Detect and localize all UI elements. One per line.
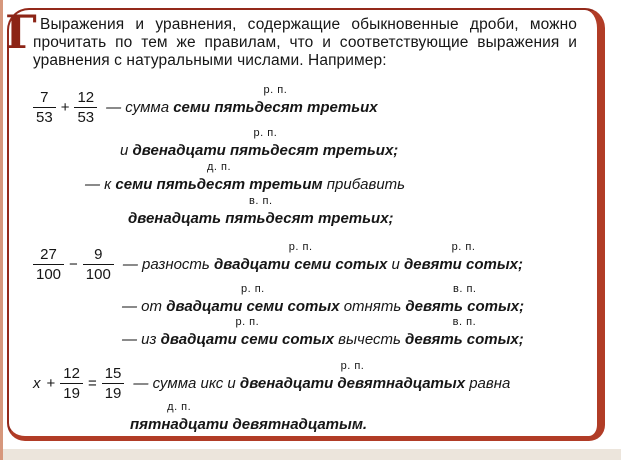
example-block bbox=[33, 84, 577, 227]
reading-words: — к bbox=[85, 176, 116, 193]
grammatical-case-label: р. п. bbox=[340, 360, 365, 372]
fraction-denominator: 100 bbox=[36, 266, 62, 283]
reading-line bbox=[85, 161, 577, 193]
reading-text bbox=[128, 195, 394, 227]
reading-text bbox=[85, 161, 406, 193]
fraction-words-emphasis: девять сотых; в. п. bbox=[405, 316, 524, 348]
page-content bbox=[9, 10, 591, 436]
fraction-words-emphasis: двенадцать пятьдесят третьих; в. п. bbox=[128, 195, 394, 227]
reading-text bbox=[120, 127, 399, 159]
fraction-words-emphasis: двенадцати девятнадцатых р. п. bbox=[239, 360, 466, 392]
reading-text bbox=[122, 283, 525, 315]
reading-words: — сумма bbox=[106, 99, 174, 116]
fraction-words-emphasis: двадцати семи сотых р. п. bbox=[213, 241, 388, 273]
grammatical-case-label: р. п. bbox=[263, 84, 288, 96]
reading-text bbox=[133, 360, 511, 392]
grammatical-case-label: д. п. bbox=[206, 161, 232, 173]
reading-words: — разность bbox=[122, 256, 214, 273]
fraction-numerator: 12 bbox=[60, 366, 83, 384]
reading-line bbox=[33, 241, 577, 283]
reading-words: равна bbox=[465, 375, 511, 392]
fraction-denominator: 53 bbox=[36, 109, 53, 126]
fraction bbox=[33, 247, 64, 282]
fraction-numerator: 9 bbox=[83, 247, 114, 265]
grammatical-case-label: р. п. bbox=[240, 283, 265, 295]
grammatical-case-label: в. п. bbox=[452, 316, 477, 328]
fraction bbox=[102, 366, 125, 401]
page-edge-strip bbox=[0, 0, 3, 460]
fraction-numerator: 27 bbox=[33, 247, 64, 265]
reading-words: вычесть bbox=[334, 331, 406, 348]
reading-words: отнять bbox=[339, 298, 406, 315]
reading-line bbox=[120, 127, 577, 159]
fraction bbox=[74, 90, 97, 125]
reading-words: и bbox=[387, 256, 405, 273]
fraction-words-emphasis: девятнадцатым. bbox=[228, 416, 368, 433]
operator-sign: + bbox=[46, 375, 56, 392]
math-expression bbox=[33, 366, 124, 401]
fraction-denominator: 53 bbox=[77, 109, 95, 126]
fraction-denominator: 19 bbox=[104, 385, 122, 402]
reading-line bbox=[33, 84, 577, 126]
variable-x: x bbox=[33, 375, 41, 392]
fraction-words-emphasis: девяти сотых; р. п. bbox=[404, 241, 523, 273]
intro-paragraph: Выражения и уравнения, содержащие обыкновенные дроби, можно прочитать по тем же правилам, что и соответствующие выражения и уравнения с натуральными числами. Например: bbox=[33, 16, 577, 69]
reading-text bbox=[122, 316, 524, 348]
reading-words: — от bbox=[122, 298, 167, 315]
fraction-words-emphasis: семи пятьдесят третьим д. п. bbox=[115, 161, 323, 193]
drop-cap-letter: Г bbox=[5, 5, 37, 59]
fraction-words-emphasis: пятнадцати д. п. bbox=[130, 401, 229, 433]
examples bbox=[33, 84, 577, 433]
fraction bbox=[60, 366, 83, 401]
fraction-numerator: 7 bbox=[33, 90, 56, 108]
fraction-words-emphasis: семи пятьдесят третьих р. п. bbox=[173, 84, 378, 116]
reading-line bbox=[128, 195, 577, 227]
math-expression bbox=[33, 90, 97, 125]
reading-text bbox=[130, 401, 368, 433]
grammatical-case-label: д. п. bbox=[167, 401, 192, 413]
math-expression bbox=[33, 247, 114, 282]
grammatical-case-label: р. п. bbox=[235, 316, 260, 328]
fraction bbox=[83, 247, 114, 282]
operator-sign: − bbox=[69, 256, 78, 273]
reading-words: и bbox=[120, 142, 133, 159]
grammatical-case-label: в. п. bbox=[453, 283, 477, 295]
reading-words: прибавить bbox=[322, 176, 406, 193]
fraction-words-emphasis: двенадцати пятьдесят третьих; р. п. bbox=[132, 127, 399, 159]
reading-text bbox=[122, 241, 523, 273]
grammatical-case-label: р. п. bbox=[253, 127, 278, 139]
reading-words: — сумма икс и bbox=[133, 375, 240, 392]
fraction-words-emphasis: девять сотых; в. п. bbox=[405, 283, 525, 315]
fraction-denominator: 19 bbox=[63, 385, 80, 402]
reading-line bbox=[33, 360, 577, 402]
grammatical-case-label: р. п. bbox=[451, 241, 476, 253]
reading-line bbox=[122, 283, 577, 315]
example-block bbox=[33, 360, 577, 433]
reading-line bbox=[122, 316, 577, 348]
fraction-words-emphasis: двадцати семи сотых р. п. bbox=[160, 316, 335, 348]
fraction-numerator: 12 bbox=[74, 90, 97, 108]
operator-sign: + bbox=[60, 99, 70, 116]
reading-line bbox=[130, 401, 577, 433]
example-block bbox=[33, 241, 577, 348]
fraction bbox=[33, 90, 56, 125]
grammatical-case-label: в. п. bbox=[249, 195, 273, 207]
operator-sign: = bbox=[87, 375, 97, 392]
fraction-denominator: 100 bbox=[85, 266, 111, 283]
reading-words: — из bbox=[122, 331, 161, 348]
grammatical-case-label: р. п. bbox=[288, 241, 313, 253]
fraction-words-emphasis: двадцати семи сотых р. п. bbox=[166, 283, 340, 315]
reading-text bbox=[106, 84, 378, 116]
fraction-numerator: 15 bbox=[102, 366, 125, 384]
page-bottom-strip bbox=[3, 449, 621, 460]
